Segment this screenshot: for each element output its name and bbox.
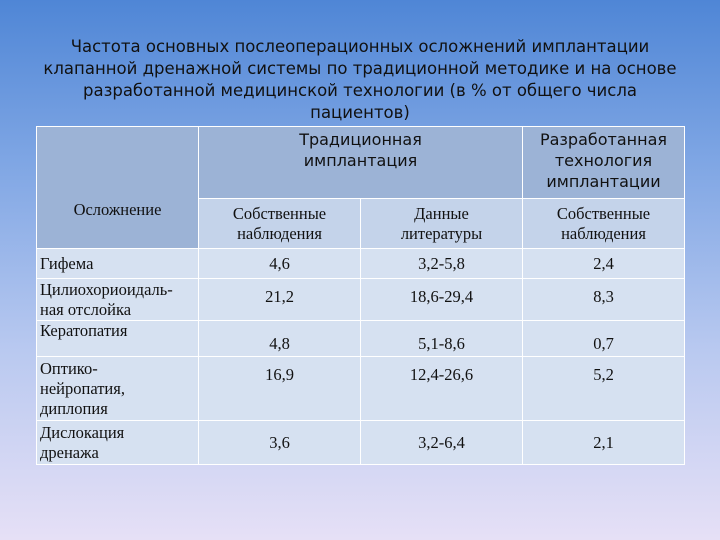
table-row [37,279,685,321]
developed-line-1: Разработанная [539,130,668,149]
trad-own-value: 4,6 [199,249,361,279]
dev-own-line-1: Собственные [556,203,651,223]
complication-header: Осложнение [73,200,162,219]
traditional-line-2: имплантация [303,151,418,170]
row-label-line: Дислокация [40,422,125,442]
trad-lit-value: 3,2-5,8 [361,249,523,279]
row-label-line: Гифема [40,253,94,273]
dev-own-line-2: наблюдения [561,223,646,243]
row-label-line: нейропатия, [40,378,125,398]
developed-line-2: технология [554,151,653,170]
trad-own-value: 16,9 [199,357,361,421]
developed-line-3: имплантации [546,172,661,191]
trad-own-value: 4,8 [199,321,361,357]
table-row [37,421,685,465]
slide-title [20,36,700,124]
traditional-line-1: Традиционная [299,130,422,149]
dev-own-value: 8,3 [523,279,685,321]
trad-own-value: 21,2 [199,279,361,321]
trad-own-line-2: наблюдения [237,223,322,243]
row-label-line: Кератопатия [40,321,128,340]
row-label-line: ная отслойка [40,299,132,319]
complications-table [36,126,685,465]
trad-own-header [199,199,361,249]
row-label [37,421,199,465]
title-line-1: Частота основных послеоперационных осложнений имплантации [70,37,650,56]
title-line-2: клапанной дренажной системы по традиционной методике и на основе [43,59,677,78]
trad-own-value: 3,6 [199,421,361,465]
dev-own-value: 5,2 [523,357,685,421]
dev-own-header [523,199,685,249]
table-row [37,357,685,421]
traditional-group-header [199,127,523,199]
row-label [37,249,199,279]
table-row [37,321,685,357]
row-label [37,357,199,421]
row-label-line: диплопия [40,398,108,418]
trad-lit-line-1: Данные [414,203,469,223]
complication-header-cell [37,127,199,249]
trad-lit-value: 3,2-6,4 [361,421,523,465]
trad-lit-line-2: литературы [400,223,483,243]
row-label-line: Цилиохориоидаль- [40,279,173,299]
row-label [37,279,199,321]
table-row [37,249,685,279]
row-label [37,321,199,357]
trad-lit-header [361,199,523,249]
dev-own-value: 0,7 [523,321,685,357]
developed-group-header [523,127,685,199]
dev-own-value: 2,4 [523,249,685,279]
trad-lit-value: 12,4-26,6 [361,357,523,421]
title-line-4: пациентов) [310,103,410,122]
row-label-line: Оптико- [40,358,98,378]
dev-own-value: 2,1 [523,421,685,465]
trad-lit-value: 5,1-8,6 [361,321,523,357]
trad-own-line-1: Собственные [232,203,327,223]
row-label-line: дренажа [40,442,99,462]
title-line-3: разработанной медицинской технологии (в % от общего числа [82,81,637,100]
trad-lit-value: 18,6-29,4 [361,279,523,321]
